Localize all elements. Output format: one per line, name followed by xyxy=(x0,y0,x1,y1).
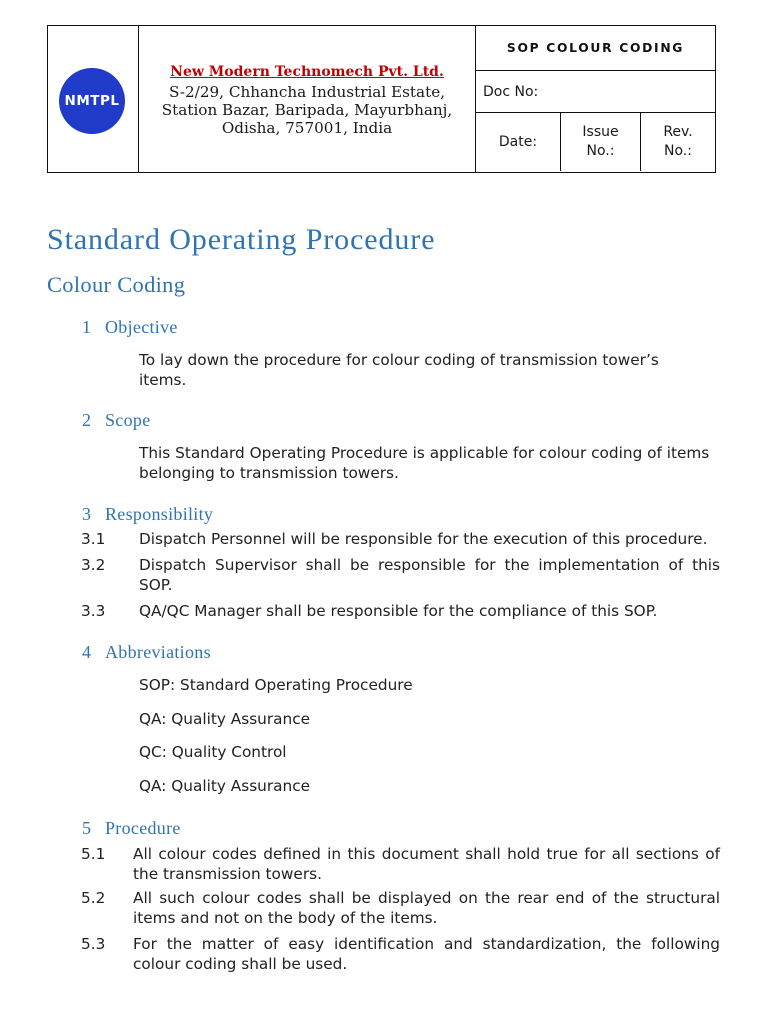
responsibility-item xyxy=(139,602,720,622)
item-number: 5.2 xyxy=(81,889,106,907)
doc-no-label: Doc No: xyxy=(483,83,539,100)
section-title: Scope xyxy=(105,410,151,430)
date-field xyxy=(476,113,561,171)
item-number: 5.3 xyxy=(81,935,106,953)
section-heading-responsibility xyxy=(82,503,213,525)
issue-no-label: Issue No.: xyxy=(582,124,619,159)
procedure-item xyxy=(133,845,720,884)
logo-cell xyxy=(48,26,139,172)
text-line: QA/QC Manager shall be responsible for the compliance of this SOP. xyxy=(139,602,658,620)
abbreviation-item: QA: Quality Assurance xyxy=(139,777,311,796)
address-line: Station Bazar, Baripada, Mayurbhanj, xyxy=(161,101,453,119)
text-line: To lay down the procedure for colour coding of transmission tower’s xyxy=(139,351,659,369)
procedure-item xyxy=(133,889,720,928)
text-line: All colour codes defined in this document shall hold true for all sections of xyxy=(133,845,720,863)
rev-no-label: Rev. No.: xyxy=(663,124,693,159)
scope-paragraph xyxy=(139,444,720,483)
section-title: Abbreviations xyxy=(105,642,211,662)
abbreviation-item: QA: Quality Assurance xyxy=(139,709,311,728)
item-number: 3.3 xyxy=(81,602,106,620)
section-heading-objective xyxy=(82,316,178,338)
abbreviations-list xyxy=(139,676,720,811)
section-heading-abbreviations xyxy=(82,641,211,663)
meta-row xyxy=(476,113,715,171)
issue-no-field xyxy=(561,113,641,171)
address-line: Odisha, 757001, India xyxy=(221,119,393,137)
text-line: Dispatch Personnel will be responsible for the execution of this procedure. xyxy=(139,530,708,548)
abbreviation-item: QC: Quality Control xyxy=(139,743,287,762)
section-number: 5 xyxy=(82,818,92,838)
section-number: 3 xyxy=(82,504,92,524)
company-name: New Modern Technomech Pvt. Ltd. xyxy=(170,64,444,80)
doc-no-field xyxy=(476,71,715,113)
section-number: 1 xyxy=(82,317,92,337)
section-number: 2 xyxy=(82,410,92,430)
section-title: Procedure xyxy=(105,818,181,838)
section-title: Objective xyxy=(105,317,178,337)
document-meta-cell xyxy=(475,26,715,172)
logo-text: NMTPL xyxy=(64,93,120,109)
text-line: the transmission towers. xyxy=(133,864,322,883)
company-address xyxy=(139,83,475,137)
section-title: Responsibility xyxy=(105,504,214,524)
text-line: belonging to transmission towers. xyxy=(139,463,399,482)
text-line: For the matter of easy identification and standardization, the following xyxy=(133,935,720,953)
text-line: items. xyxy=(139,370,187,389)
company-info-cell xyxy=(139,26,475,172)
rev-no-field xyxy=(641,113,715,171)
abbreviation-item: SOP: Standard Operating Procedure xyxy=(139,676,413,694)
item-number: 3.2 xyxy=(81,556,106,574)
page-subtitle: Colour Coding xyxy=(47,272,186,297)
item-number: 3.1 xyxy=(81,530,106,548)
document-header-table xyxy=(47,25,716,173)
text-line: SOP. xyxy=(139,575,173,594)
text-line: items and not on the body of the items. xyxy=(133,908,438,927)
text-line: This Standard Operating Procedure is applicable for colour coding of items xyxy=(139,444,710,462)
address-line: S-2/29, Chhancha Industrial Estate, xyxy=(168,83,446,101)
section-heading-scope xyxy=(82,409,151,431)
item-number: 5.1 xyxy=(81,845,106,863)
responsibility-item xyxy=(139,556,720,595)
text-line: All such colour codes shall be displayed on the rear end of the structural xyxy=(133,889,720,907)
document-code-title: SOP COLOUR CODING xyxy=(476,26,715,71)
section-heading-procedure xyxy=(82,817,181,839)
objective-paragraph xyxy=(139,351,720,390)
text-line: colour coding shall be used. xyxy=(133,954,348,973)
responsibility-item xyxy=(139,530,720,550)
page-title: Standard Operating Procedure xyxy=(47,223,436,256)
section-number: 4 xyxy=(82,642,92,662)
date-label: Date: xyxy=(498,134,538,150)
text-line: Dispatch Supervisor shall be responsible for the implementation of this xyxy=(139,556,720,574)
procedure-item xyxy=(133,935,720,974)
